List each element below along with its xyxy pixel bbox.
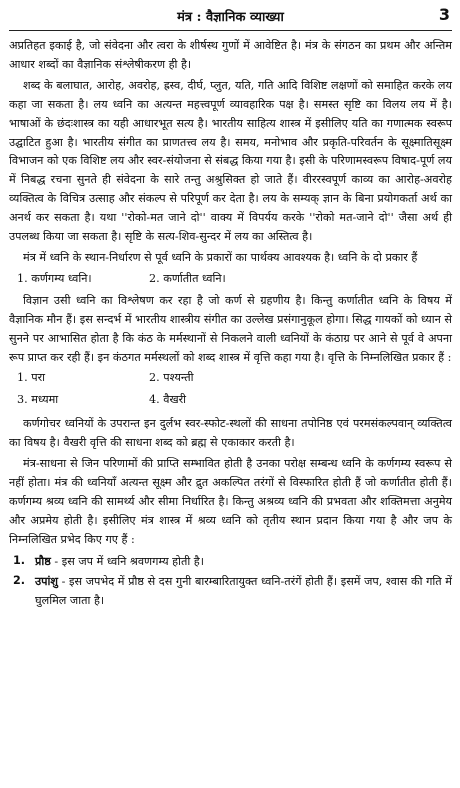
running-head: मंत्र : वैज्ञानिक व्याख्या [177, 10, 284, 25]
japa-type-item [9, 552, 452, 572]
japa-term: उपांशु [35, 574, 58, 589]
page-body [9, 37, 452, 611]
list-item: 2. कर्णातीत ध्वनि। [149, 271, 226, 285]
list-item: 1. कर्णगम्य ध्वनि। [17, 271, 92, 285]
japa-description: - इस जप में ध्वनि श्रवणगम्य होती है। [50, 554, 204, 568]
list-item: 2. पश्यन्ती [149, 371, 194, 385]
japa-type-item [9, 572, 452, 611]
vritti-list-row [9, 391, 452, 410]
page-number: 3 [438, 5, 450, 24]
list-item: 3. मध्यमा [17, 393, 59, 407]
item-number: 2. [13, 574, 26, 588]
vritti-list-row [9, 369, 452, 388]
list-item: 1. परा [17, 371, 46, 385]
list-item: 4. वैखरी [149, 393, 187, 407]
paragraph: विज्ञान उसी ध्वनि का विश्लेषण कर रहा है जो कर्ण से ग्रहणीय है। किन्तु कर्णातीत ध्वनि के विषय में वैज्ञानिक मौन हैं। इस सन्दर्भ में भारतीय शास्त्रीय संगीत का उल्लेख प्रसंगानुकूल होगा। सिद्ध गायकों को ध्यान से सुनने पर आभासित होता है कि कंठ के मर्मस्थानों से निकलने वाली ध्वनियों के कंठाग्र पर आने से पूर्व वे अपना रूप प्राप्त कर रही हैं। इन कंठगत मर्मस्थलों को शब्द शास्त्र में वृत्ति कहा गया है। वृत्ति के निम्नलिखित प्रकार हैं : [9, 293, 452, 364]
paragraph: मंत्र में ध्वनि के स्थान-निर्धारण से पूर्व ध्वनि के प्रकारों का पार्थक्य आवश्यक है। ध्वनि के दो प्रकार हैं [23, 250, 418, 264]
paragraph: शब्द के बलाघात, आरोह, अवरोह, ह्रस्व, दीर्घ, प्लुत, यति, गति आदि विशिष्ट लक्षणों को समाहित करके लय कहा जा सकता है। लय ध्वनि का अत्यन्त महत्त्वपूर्ण व्यावहारिक पक्ष है। समस्त सृष्टि का विलय लय में है। भाषाओं के छंदःशास्त्र का यही आधारभूत सत्य है। भारतीय साहित्य शास्त्र में इसीलिए यति का गणात्मक स्वरूप उद्घाटित हुआ है। भारतीय संगीत का प्राणतत्त्व लय है। समय, मनोभाव और प्रकृति-परिवर्तन के सूक्ष्मातिसूक्ष्म विभाजन को एक विशिष्ट लय और स्वर-संयोजना से संबद्ध किया गया है। इसी के परिणामस्वरूप विषाद-पूर्ण लय में निबद्ध रचना सुनते ही संवेदना के सारे तन्तु अश्रुसिक्त हो जाते हैं। वीररस्वपूर्ण काव्य का आरोह-अवरोह व्यक्तित्व के विचित्र उत्साह और संकल्प से परिपूर्ण कर देता है। लय के सम्यक् ज्ञान के बिना प्रयोगकर्ता अर्थ का अनर्थ कर सकता है। यथा ''रोको-मत जाने दो'' वाक्य में विपर्यय करके ''रोको मत-जाने दो'' जैसा अर्थ ही उपलब्ध किया जा सकता है। सृष्टि के सत्य-शिव-सुन्दर में लय का अस्तित्व है। [9, 78, 452, 244]
paragraph: कर्णगोचर ध्वनियों के उपरान्त इन दुर्लभ स्वर-स्फोट-स्थलों की साधना तपोनिष्ठ एवं परमसंकल्पवान् व्यक्तित्व का विषय है। वैखरी वृत्ति की साधना शब्द को ब्रह्म से एकाकार करती है। [9, 417, 452, 450]
japa-description: - इस जपभेद में प्रौष्ठ से दस गुनी बारम्बारितायुक्त ध्वनि-तरंगें होती हैं। इसमें जप, श्वास की गति में घुलमिल जाता है। [35, 575, 452, 608]
japa-term: प्रौष्ठ [35, 553, 51, 568]
paragraph: मंत्र-साधना से जिन परिणामों की प्राप्ति सम्भावित होती है उनका परोक्ष सम्बन्ध ध्वनि के कर्णगम्य स्वरूप से नहीं होता। मंत्र की ध्वनियाँ अत्यन्त सूक्ष्म और द्रुत अकल्पित तरंगों से विस्फारित होती हैं जो कर्णातीत होती हैं। कर्णगम्य श्रव्य ध्वनि की सामर्थ्य और सीमा निर्धारित है। किन्तु अश्रव्य ध्वनि की प्रभवता और शक्तिमत्ता अनुमेय और अप्रमेय होती है। इसीलिए मंत्र शास्त्र में श्रव्य ध्वनि को तृतीय स्थान प्रदान किया गया है और जप के निम्नलिखित प्रभेद किए गए हैं : [9, 457, 452, 546]
paragraph: अप्रतिहत इकाई है, जो संवेदना और त्वरा के शीर्षस्थ गुणों में आवेष्टित है। मंत्र के संगठन का प्रथम और अन्तिम आधार शब्दों का वैज्ञानिक संश्लेषीकरण ही है। [9, 39, 452, 71]
page-header [9, 4, 452, 31]
sound-types-list [9, 270, 452, 289]
item-number: 1. [13, 553, 26, 567]
